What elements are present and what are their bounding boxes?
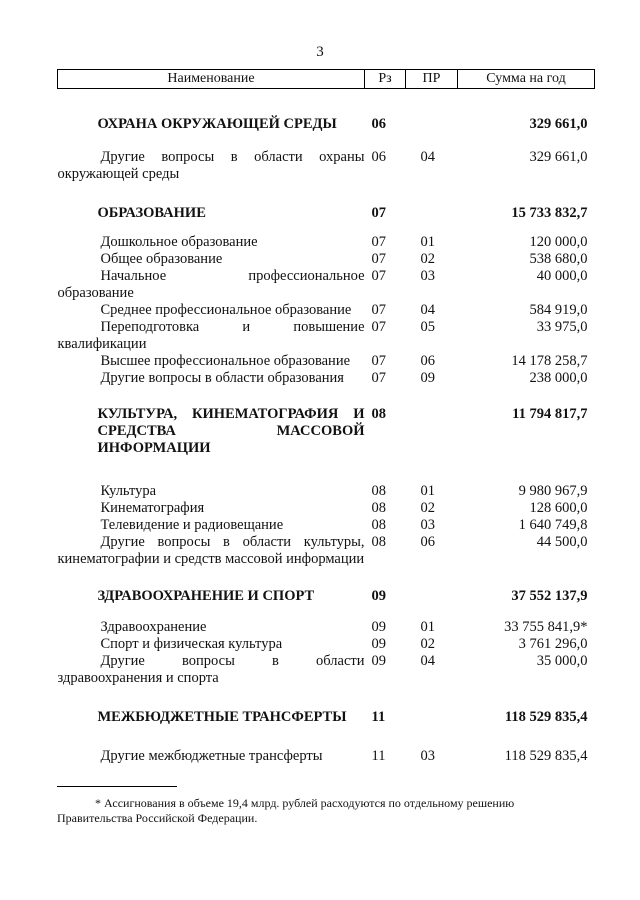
- row-pr: 02: [420, 635, 435, 652]
- row-name: Спорт и физическая культура: [100, 635, 283, 652]
- section-rz: 07: [371, 204, 386, 221]
- row-pr: 03: [420, 747, 435, 764]
- row-pr: 01: [420, 618, 435, 635]
- footnote-line-2: Правительства Российской Федерации.: [57, 811, 258, 825]
- section-row: [58, 709, 595, 726]
- row-rz: 08: [371, 516, 386, 533]
- row-pr: 02: [420, 250, 435, 267]
- row-sum: 14 178 258,7: [511, 352, 588, 369]
- row-sum: 584 919,0: [529, 301, 588, 318]
- row-rz: 08: [371, 533, 386, 550]
- row-sum: 9 980 967,9: [518, 482, 588, 499]
- section-rz: 06: [371, 115, 386, 132]
- section-name: КУЛЬТУРА, КИНЕМАТОГРАФИЯ И СРЕДСТВА МАССОВОЙ ИНФОРМАЦИИ: [97, 405, 365, 456]
- row-name: Телевидение и радиовещание: [100, 516, 284, 533]
- row-rz: 11: [371, 747, 386, 764]
- row-pr: 04: [420, 652, 435, 669]
- row-rz: 07: [371, 301, 386, 318]
- row-sum: 120 000,0: [529, 233, 588, 250]
- row-name: Общее образование: [100, 250, 223, 267]
- section-name: ЗДРАВООХРАНЕНИЕ И СПОРТ: [97, 587, 315, 604]
- row-sum: 1 640 749,8: [518, 516, 588, 533]
- row-name: Другие вопросы в области здравоохранения и спорта: [57, 652, 365, 686]
- budget-table: [57, 69, 595, 765]
- row-name: Начальное профессиональное образование: [57, 267, 365, 301]
- row-pr: 03: [420, 267, 435, 284]
- row-rz: 07: [371, 267, 386, 284]
- row-pr: 01: [420, 482, 435, 499]
- table-row: [58, 483, 595, 500]
- row-pr: 05: [420, 318, 435, 335]
- header-pr: ПР: [406, 70, 458, 89]
- table-row: [58, 353, 595, 370]
- section-sum: 15 733 832,7: [511, 204, 588, 221]
- section-rz: 09: [371, 587, 386, 604]
- row-name: Другие вопросы в области охраны окружающей среды: [57, 148, 365, 182]
- row-sum: 40 000,0: [536, 267, 588, 284]
- row-sum: 3 761 296,0: [518, 635, 588, 652]
- table-header: [58, 70, 595, 89]
- table-row: [58, 636, 595, 653]
- row-sum: 118 529 835,4: [504, 747, 588, 764]
- table-row: [58, 251, 595, 268]
- row-pr: 06: [420, 533, 435, 550]
- section-sum: 11 794 817,7: [512, 405, 588, 422]
- row-pr: 02: [420, 499, 435, 516]
- row-name: Другие межбюджетные трансферты: [100, 747, 323, 764]
- table-row: [58, 653, 595, 687]
- row-sum: 44 500,0: [536, 533, 588, 550]
- section-row: [58, 406, 595, 457]
- row-name: Дошкольное образование: [100, 233, 258, 250]
- row-sum: 33 755 841,9*: [504, 618, 588, 635]
- row-name: Среднее профессиональное образование: [100, 301, 352, 318]
- table-row: [58, 534, 595, 568]
- table-row: [58, 500, 595, 517]
- table-row: [58, 149, 595, 183]
- section-name: ОХРАНА ОКРУЖАЮЩЕЙ СРЕДЫ: [97, 115, 337, 132]
- row-name: Переподготовка и повышение квалификации: [57, 318, 365, 352]
- row-rz: 07: [371, 250, 386, 267]
- row-rz: 07: [371, 369, 386, 386]
- row-rz: 07: [371, 233, 386, 250]
- row-sum: 33 975,0: [536, 318, 588, 335]
- section-name: ОБРАЗОВАНИЕ: [97, 204, 206, 221]
- row-rz: 09: [371, 618, 386, 635]
- table-row: [58, 319, 595, 353]
- table-row: [58, 619, 595, 636]
- row-name: Другие вопросы в области культуры, кинематографии и средств массовой информации: [57, 533, 365, 567]
- row-pr: 01: [420, 233, 435, 250]
- header-sum: Сумма на год: [458, 70, 595, 89]
- row-sum: 238 000,0: [529, 369, 588, 386]
- row-rz: 08: [371, 499, 386, 516]
- section-pr: [406, 588, 458, 605]
- section-row: [58, 116, 595, 133]
- header-name: Наименование: [58, 70, 365, 89]
- table-row: [58, 517, 595, 534]
- row-sum: 35 000,0: [536, 652, 588, 669]
- row-pr: 09: [420, 369, 435, 386]
- table-row: [58, 302, 595, 319]
- section-pr: [406, 406, 458, 457]
- table-row: [58, 748, 595, 765]
- footnote-line-1: * Ассигнования в объеме 19,4 млрд. рублей расходуются по отдельному решению: [95, 796, 515, 810]
- row-rz: 07: [371, 352, 386, 369]
- row-rz: 07: [371, 318, 386, 335]
- section-rz: 11: [371, 708, 386, 725]
- section-rz: 08: [371, 405, 386, 422]
- row-rz: 09: [371, 635, 386, 652]
- row-name: Высшее профессиональное образование: [100, 352, 351, 369]
- section-row: [58, 588, 595, 605]
- table-row: [58, 370, 595, 387]
- header-rz: Рз: [365, 70, 406, 89]
- section-row: [58, 205, 595, 222]
- footnote: [95, 796, 595, 811]
- row-pr: 04: [420, 148, 435, 165]
- row-pr: 04: [420, 301, 435, 318]
- row-pr: 03: [420, 516, 435, 533]
- row-name: Кинематография: [100, 499, 205, 516]
- section-pr: [406, 116, 458, 133]
- table-row: [58, 234, 595, 251]
- section-sum: 118 529 835,4: [504, 708, 588, 725]
- row-pr: 06: [420, 352, 435, 369]
- section-sum: 329 661,0: [529, 115, 588, 132]
- section-pr: [406, 709, 458, 726]
- section-name: МЕЖБЮДЖЕТНЫЕ ТРАНСФЕРТЫ: [97, 708, 347, 725]
- footnote-continuation: [57, 811, 597, 826]
- row-name: Культура: [100, 482, 157, 499]
- section-sum: 37 552 137,9: [511, 587, 588, 604]
- row-rz: 08: [371, 482, 386, 499]
- table-body: [58, 89, 595, 765]
- row-sum: 128 600,0: [529, 499, 588, 516]
- row-name: Здравоохранение: [100, 618, 207, 635]
- footnote-separator: [57, 786, 177, 787]
- row-rz: 06: [371, 148, 386, 165]
- page-number: 3: [316, 44, 324, 60]
- row-sum: 538 680,0: [529, 250, 588, 267]
- row-sum: 329 661,0: [529, 148, 588, 165]
- section-pr: [406, 205, 458, 222]
- row-rz: 09: [371, 652, 386, 669]
- table-row: [58, 268, 595, 302]
- row-name: Другие вопросы в области образования: [100, 369, 344, 386]
